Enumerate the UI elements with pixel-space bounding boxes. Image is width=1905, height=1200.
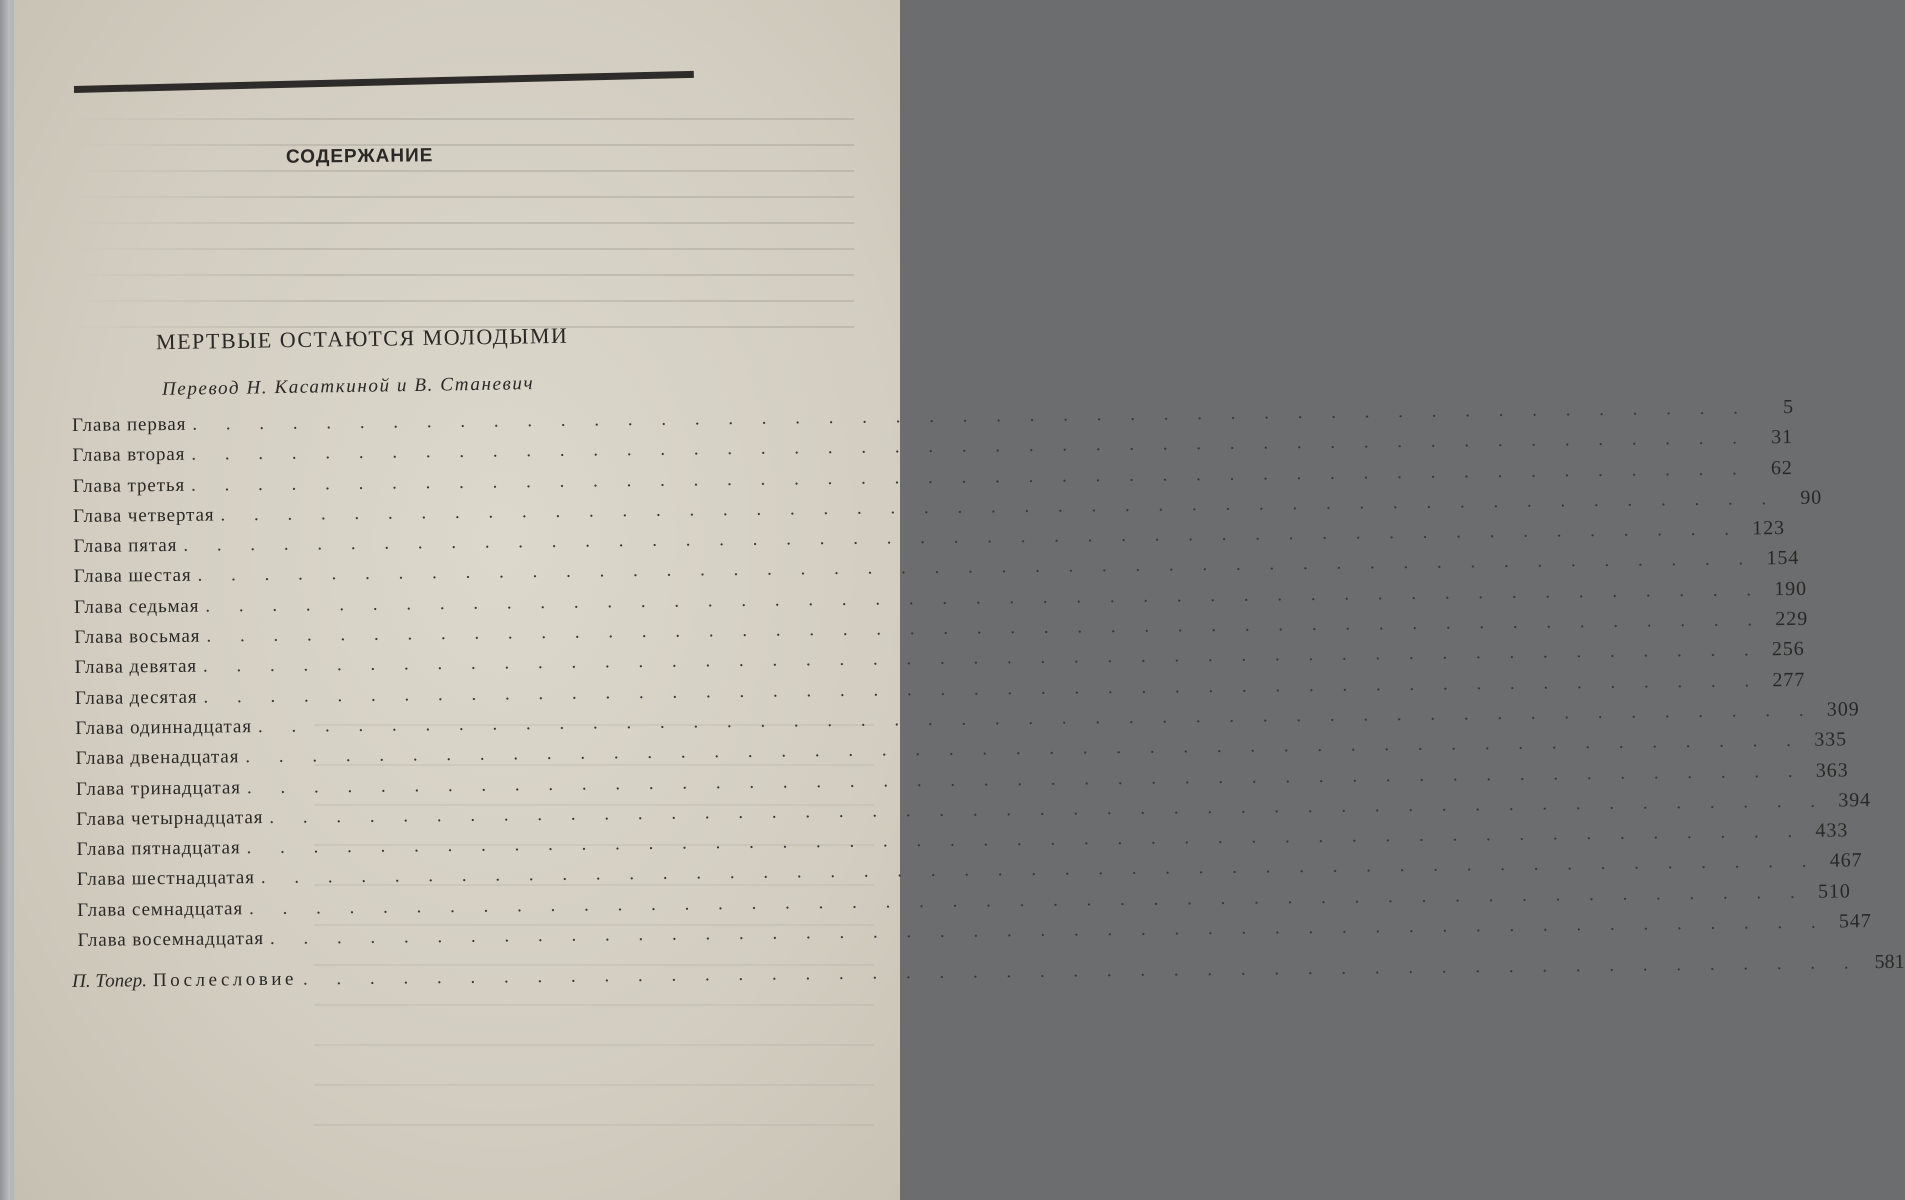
chapter-title: Глава первая [72,413,187,436]
chapter-page-number: 394 [1838,789,1872,812]
translation-credit: Перевод Н. Касаткиной и В. Станевич [161,373,535,400]
chapter-page-number: 335 [1814,728,1848,752]
leader-dots: . . . . . . . . . . . . . . . . . . . . . . . . . . . . . . . . . . . . . . . . . . . . . . . [205,579,1764,617]
chapter-page-number: 510 [1817,880,1851,903]
chapter-page-number: 467 [1829,849,1863,873]
chapter-page-number: 363 [1815,758,1849,782]
chapter-title: Глава семнадцатая [77,897,244,921]
chapter-title: Глава четвертая [72,504,215,527]
leader-dots: . . . . . . . . . . . . . . . . . . . . . . . . . . . . . . . . . . . . . . . . . . . . . . . [260,851,1819,889]
leader-dots: . . . . . . . . . . . . . . . . . . . . . . . . . . . . . . . . . . . . . . . . . . . . . . . [183,518,1742,557]
chapter-page-number: 62 [1770,456,1793,479]
leader-dots: . . . . . . . . . . . . . . . . . . . . . . . . . . . . . . . . . . . . . . . . . . . . . . . [203,669,1762,708]
chapter-page-number: 90 [1800,486,1823,509]
chapter-page-number: 154 [1766,547,1800,570]
table-of-contents [72,395,1872,959]
leader-dots: . . . . . . . . . . . . . . . . . . . . . . . . . . . . . . . . . . . . . . . . . . . . . . . [190,458,1749,496]
book-page [14,0,1905,1200]
contents-heading: СОДЕРЖАНИЕ [285,145,434,168]
chapter-title: Глава восьмая [74,625,201,649]
chapter-title: Глава пятнадцатая [76,837,241,861]
chapter-title: Глава восемнадцатая [77,928,265,952]
chapter-page-number: 256 [1771,638,1805,661]
leader-dots: . . . . . . . . . . . . . . . . . . . . . . . . . . . . . . . . . . . . . . . . . . . . . . . [202,639,1761,678]
afterword-author: П. Топер. [72,970,148,992]
leader-dots: . . . . . . . . . . . . . . . . . . . . . . . . . . . . . . . . . . . . . . . . . . . . . . . [192,397,1751,435]
afterword-title: Послесловие [152,968,298,992]
chapter-title: Глава седьмая [73,595,200,618]
chapter-page-number: 277 [1772,668,1806,691]
work-title: МЕРТВЫЕ ОСТАЮТСЯ МОЛОДЫМИ [155,322,569,355]
chapter-title: Глава шестая [73,565,192,588]
leader-dots: . . . . . . . . . . . . . . . . . . . . . . . . . . . . . . . . . . . . . . . . . . . . . . . [220,488,1779,526]
leader-dots: . . . . . . . . . . . . . . . . . . . . . . . . . . . . . . . . . . . . . . . . . . . . . . . [302,952,1861,990]
leader-dots: . . . . . . . . . . . . . . . . . . . . . . . . . . . . . . . . . . . . . . . . . . . . . . . [206,609,1765,647]
leader-dots: . . . . . . . . . . . . . . . . . . . . . . . . . . . . . . . . . . . . . . . . . . . . . . . [197,548,1756,587]
chapter-page-number: 31 [1771,426,1794,449]
leader-dots: . . . . . . . . . . . . . . . . . . . . . . . . . . . . . . . . . . . . . . . . . . . . . . . [191,427,1750,466]
show-through-text [74,100,854,330]
leader-dots: . . . . . . . . . . . . . . . . . . . . . . . . . . . . . . . . . . . . . . . . . . . . . . . [257,699,1816,738]
chapter-title: Глава пятая [73,535,178,558]
chapter-page-number: 190 [1774,577,1808,600]
chapter-page-number: 309 [1826,698,1860,721]
afterword-page: 581 [1874,950,1905,974]
chapter-page-number: 433 [1815,819,1849,842]
chapter-title: Глава двенадцатая [75,746,240,770]
leader-dots: . . . . . . . . . . . . . . . . . . . . . . . . . . . . . . . . . . . . . . . . . . . . . . . [269,790,1828,828]
chapter-title: Глава четырнадцатая [76,806,264,830]
chapter-page-number: 123 [1752,517,1786,540]
leader-dots: . . . . . . . . . . . . . . . . . . . . . . . . . . . . . . . . . . . . . . . . . . . . . . . [248,881,1807,919]
leader-dots: . . . . . . . . . . . . . . . . . . . . . . . . . . . . . . . . . . . . . . . . . . . . . . . [269,911,1828,950]
leader-dots: . . . . . . . . . . . . . . . . . . . . . . . . . . . . . . . . . . . . . . . . . . . . . . . [246,821,1805,859]
chapter-page-number: 5 [1782,395,1795,419]
chapter-title: Глава десятая [74,686,198,709]
chapter-page-number: 547 [1838,910,1872,933]
leader-dots: . . . . . . . . . . . . . . . . . . . . . . . . . . . . . . . . . . . . . . . . . . . . . . . [245,730,1804,768]
chapter-title: Глава шестнадцатая [76,867,255,891]
chapter-title: Глава третья [72,474,186,497]
chapter-title: Глава тринадцатая [75,776,241,800]
leader-dots: . . . . . . . . . . . . . . . . . . . . . . . . . . . . . . . . . . . . . . . . . . . . . . . [246,760,1805,798]
chapter-title: Глава девятая [74,656,198,679]
top-rule [74,71,694,93]
chapter-title: Глава одиннадцатая [75,716,253,739]
chapter-page-number: 229 [1775,607,1809,631]
chapter-title: Глава вторая [72,444,186,467]
